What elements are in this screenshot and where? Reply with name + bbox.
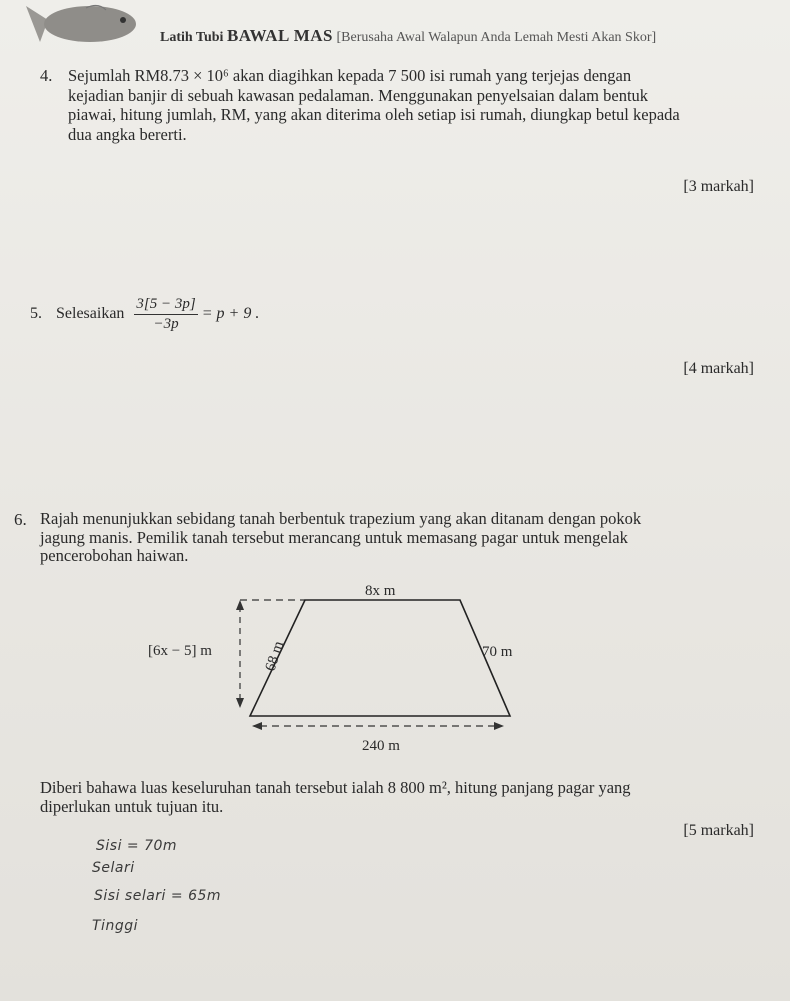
header <box>160 26 656 46</box>
handwriting-line: Selari <box>92 860 135 876</box>
q6-number: 6. <box>14 510 27 529</box>
arrow-right-icon <box>494 722 504 730</box>
trapezium-shape <box>250 600 510 716</box>
q5-numerator: 3[5 − 3p] <box>134 296 197 315</box>
q6-given <box>40 778 770 816</box>
header-title: BAWAL MAS <box>226 26 333 45</box>
q4-line: dua angka bererti. <box>68 124 187 144</box>
header-subtitle: [Berusaha Awal Walapun Anda Lemah Mesti Akan Skor] <box>336 30 657 45</box>
q6-text <box>40 510 770 566</box>
q4-line: piawai, hitung jumlah, RM, yang akan diterima oleh setiap isi rumah, diungkap betul kepada <box>68 105 680 124</box>
q4-line: kejadian banjir di sebuah kawasan pedalaman. Menggunakan penyelsaian dalam bentuk <box>68 85 649 105</box>
q6-marks: [5 markah] <box>683 822 754 839</box>
q5-label: Selesaikan <box>56 305 125 323</box>
arrow-left-icon <box>252 722 262 730</box>
trapezium-diagram <box>140 580 540 755</box>
q4-text <box>68 66 768 144</box>
handwriting-line: Sisi = 70m <box>96 838 178 854</box>
q5-marks: [4 markah] <box>683 360 754 377</box>
q5-rhs: = p + 9 . <box>201 305 260 323</box>
arrow-up-icon <box>236 600 244 610</box>
q4-number: 4. <box>40 66 53 85</box>
label-slant-left: 68 m <box>262 639 288 674</box>
q6-line: Rajah menunjukkan sebidang tanah berbentuk trapezium yang akan ditanam dengan pokok <box>40 509 642 528</box>
handwriting-line: Sisi selari = 65m <box>94 888 222 904</box>
arrow-down-icon <box>236 698 244 708</box>
label-left: [6x − 5] m <box>148 643 212 659</box>
label-bottom: 240 m <box>362 738 400 754</box>
q6-given-line: diperlukan untuk tujuan itu. <box>40 797 224 816</box>
q6-line: jagung manis. Pemilik tanah tersebut merancang untuk memasang pagar untuk mengelak <box>40 527 628 547</box>
q6-line: pencerobohan haiwan. <box>40 546 189 565</box>
handwriting-line: Tinggi <box>92 918 138 934</box>
q6-given-line: Diberi bahawa luas keseluruhan tanah tersebut ialah 8 800 m², hitung panjang pagar yang <box>40 778 631 797</box>
q5-row <box>30 296 259 333</box>
fish-logo-icon <box>18 2 138 50</box>
label-slant-right: 70 m <box>482 644 513 660</box>
q5-number: 5. <box>30 305 42 323</box>
q5-fraction <box>134 296 197 333</box>
header-prefix: Latih Tubi <box>160 30 224 45</box>
label-top: 8x m <box>365 583 396 599</box>
q4-marks: [3 markah] <box>683 178 754 195</box>
q5-denominator: −3p <box>153 316 179 332</box>
q4-line: Sejumlah RM8.73 × 10⁶ akan diagihkan kepada 7 500 isi rumah yang terjejas dengan <box>68 66 632 85</box>
